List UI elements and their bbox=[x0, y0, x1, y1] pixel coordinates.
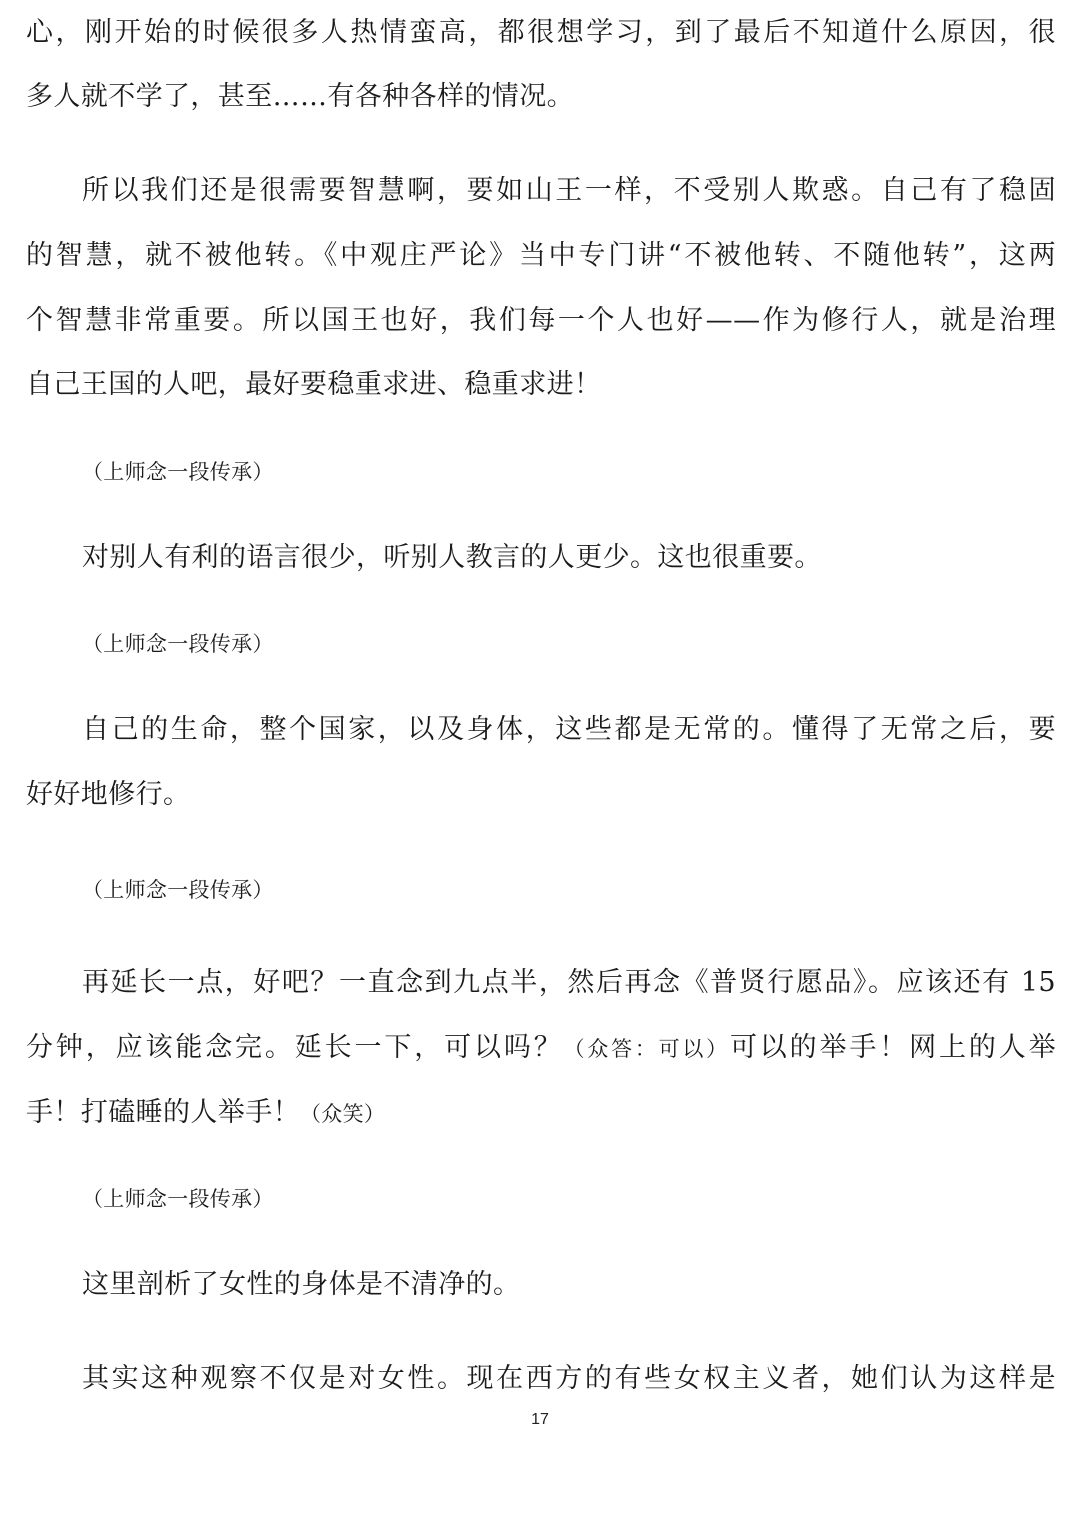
audience-response: （众答：可以） bbox=[563, 1037, 730, 1061]
page-number: 17 bbox=[531, 1411, 549, 1428]
paragraph-line: 多人就不学了，甚至……有各种各样的情况。 bbox=[26, 81, 574, 112]
transmission-note: （上师念一段传承） bbox=[82, 878, 274, 902]
paragraph-line: 自己的生命，整个国家，以及身体，这些都是无常的。懂得了无常之后，要 bbox=[82, 714, 1056, 745]
paragraph-text: 可以的举手！网上的人举 bbox=[729, 1032, 1056, 1063]
audience-response: （众笑） bbox=[300, 1102, 386, 1126]
transmission-note: （上师念一段传承） bbox=[82, 1187, 274, 1211]
paragraph-line: 好好地修行。 bbox=[26, 779, 191, 810]
paragraph-line: 所以我们还是很需要智慧啊，要如山王一样，不受别人欺惑。自己有了稳固 bbox=[82, 175, 1056, 206]
paragraph-line: 其实这种观察不仅是对女性。现在西方的有些女权主义者，她们认为这样是 bbox=[82, 1363, 1056, 1394]
transmission-note: （上师念一段传承） bbox=[82, 460, 274, 484]
paragraph-line bbox=[26, 1095, 1056, 1132]
paragraph-line: 对别人有利的语言很少，听别人教言的人更少。这也很重要。 bbox=[82, 542, 822, 573]
paragraph-line: 的智慧，就不被他转。《中观庄严论》当中专门讲“不被他转、不随他转”，这两 bbox=[26, 240, 1056, 271]
paragraph-line bbox=[26, 1030, 1056, 1067]
paragraph-line: 再延长一点，好吧？一直念到九点半，然后再念《普贤行愿品》。应该还有 15 bbox=[82, 967, 1056, 998]
transmission-note: （上师念一段传承） bbox=[82, 632, 274, 656]
paragraph-text: 分钟，应该能念完。延长一下，可以吗？ bbox=[26, 1032, 564, 1063]
paragraph-text: 手！打磕睡的人举手！ bbox=[26, 1097, 300, 1128]
paragraph-line: 这里剖析了女性的身体是不清净的。 bbox=[82, 1269, 521, 1300]
paragraph-line: 个智慧非常重要。所以国王也好，我们每一个人也好——作为修行人，就是治理 bbox=[26, 305, 1056, 336]
paragraph-line: 自己王国的人吧，最好要稳重求进、稳重求进！ bbox=[26, 369, 602, 400]
paragraph-line: 心，刚开始的时候很多人热情蛮高，都很想学习，到了最后不知道什么原因，很 bbox=[26, 17, 1056, 48]
